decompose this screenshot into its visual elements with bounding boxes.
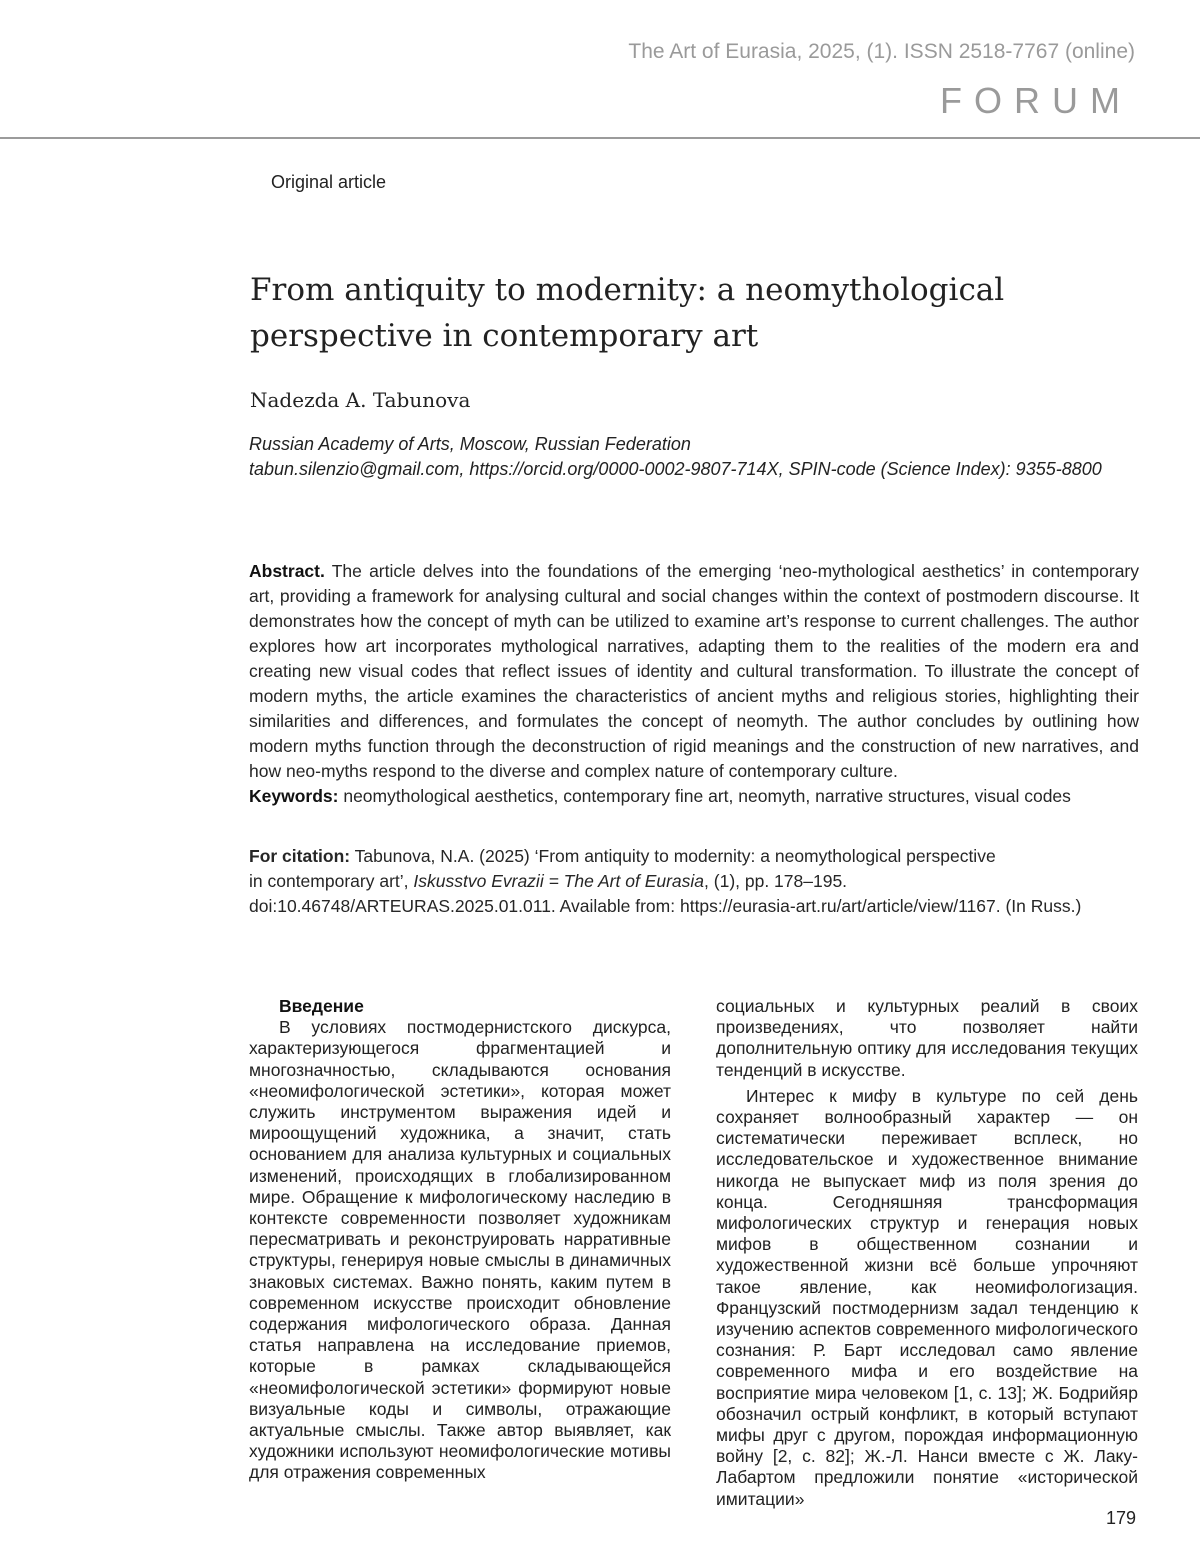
section-heading: Введение [279, 996, 364, 1016]
keywords-label: Keywords: [249, 786, 339, 806]
author-name: Nadezda A. Tabunova [250, 388, 471, 412]
abstract-paragraph [249, 559, 1139, 784]
citation-line [249, 844, 1139, 869]
contact-line: tabun.silenzio@gmail.com, https://orcid.org/0000-0002-9807-714X, SPIN-code (Science Index): 9355-8800 [249, 459, 1102, 479]
abstract-label: Abstract. [249, 561, 325, 581]
section-label: FORUM [940, 80, 1132, 121]
body-column-right [716, 996, 1138, 1510]
article-title-line: From antiquity to modernity: a neomythological [250, 272, 1005, 308]
header-divider [0, 137, 1200, 139]
article-type: Original article [271, 172, 387, 192]
article-title [250, 267, 1130, 359]
abstract-block [249, 559, 1139, 809]
article-title-line: perspective in contemporary art [250, 318, 759, 354]
abstract-text: The article delves into the foundations of the emerging ‘neo-mythological aesthetics’ in contemporary art, providing a framework for analysing cultural and social changes within the context of postmodern discourse. It demonstrates how the concept of myth can be utilized to examine art’s response to current challenges. The author explores how art incorporates mythological narratives, adapting them to the realities of the modern era and creating new visual codes that reflect issues of identity and cultural transformation. To illustrate the concept of modern myths, the article examines the characteristics of ancient myths and religious stories, highlighting their similarities and differences, and formulates the concept of neomyth. The author concludes by outlining how modern myths function through the deconstruction of rigid meanings and the construction of new narratives, and how neo-myths respond to the diverse and complex nature of contemporary culture. [249, 561, 1140, 781]
citation-text: , (1), pp. 178–195. [704, 871, 848, 891]
citation-label: For citation: [249, 846, 351, 866]
author-affiliation-block [249, 432, 1102, 482]
journal-name: Iskusstvo Evrazii = The Art of Eurasia [413, 871, 705, 891]
citation-line [249, 869, 1139, 894]
citation-doi-line: doi:10.46748/ARTEURAS.2025.01.011. Available from: https://eurasia-art.ru/art/article/view/1167. (In Russ.) [249, 896, 1082, 916]
citation-text: in contemporary art’, [249, 871, 409, 891]
page-number: 179 [1105, 1508, 1136, 1528]
journal-header: The Art of Eurasia, 2025, (1). ISSN 2518-7767 (online) [628, 40, 1135, 63]
citation-text: Tabunova, N.A. (2025) ‘From antiquity to modernity: a neomythological perspective [354, 846, 996, 866]
keywords-line [249, 784, 1139, 809]
keywords-text: neomythological aesthetics, contemporary fine art, neomyth, narrative structures, visual codes [343, 786, 1071, 806]
citation-block [249, 844, 1139, 919]
affiliation: Russian Academy of Arts, Moscow, Russian Federation [249, 434, 691, 454]
body-paragraph: социальных и культурных реалий в своих произведениях, что позволяет найти дополнительную оптику для исследования текущих тенденций в искусстве. [716, 996, 1138, 1080]
body-paragraph: В условиях постмодернистского дискурса, характеризующегося фрагментацией и многозначностью, складываются основания «неомифологической эстетики», которая может служить инструментом выражения идей и мироощущений художника, а значит, стать основанием для анализа культурных и социальных изменений, происходящих в глобализированном мире. Обращение к мифологическому наследию в контексте современности позволяет художникам пересматривать и реконструировать нарративные структуры, генерируя новые смыслы в динамичных знаковых системах. Важно понять, каким путем в современном искусстве происходит обновление содержания мифологического образа. Данная статья направлена на исследование приемов, которые в рамках складывающейся «неомифологической эстетики» формируют новые визуальные коды и символы, отражающие актуальные смыслы. Также автор выявляет, как художники используют неомифологические мотивы для отражения современных [249, 1017, 671, 1483]
body-paragraph: Интерес к мифу в культуре по сей день сохраняет волнообразный характер — он систематически переживает всплеск, но исследовательское и художественное внимание никогда не выпускает миф из поля зрения до конца. Сегодняшняя трансформация мифологических структур и генерация новых мифов в общественном сознании и художественной жизни всё больше упрочняют такое явление, как неомифологизация. Французский постмодернизм задал тенденцию к изучению аспектов современного мифологического сознания: Р. Барт исследовал само явление современного мифа и его воздействие на восприятие мира человеком [1, с. 13]; Ж. Бодрийяр обозначил острый конфликт, в который вступают мифы друг с другом, порождая информационную войну [2, с. 82]; Ж.-Л. Нанси вместе с Ж. Лаку-Лабартом предложили понятие «исторической имитации» [716, 1085, 1138, 1509]
body-column-left [249, 996, 671, 1484]
